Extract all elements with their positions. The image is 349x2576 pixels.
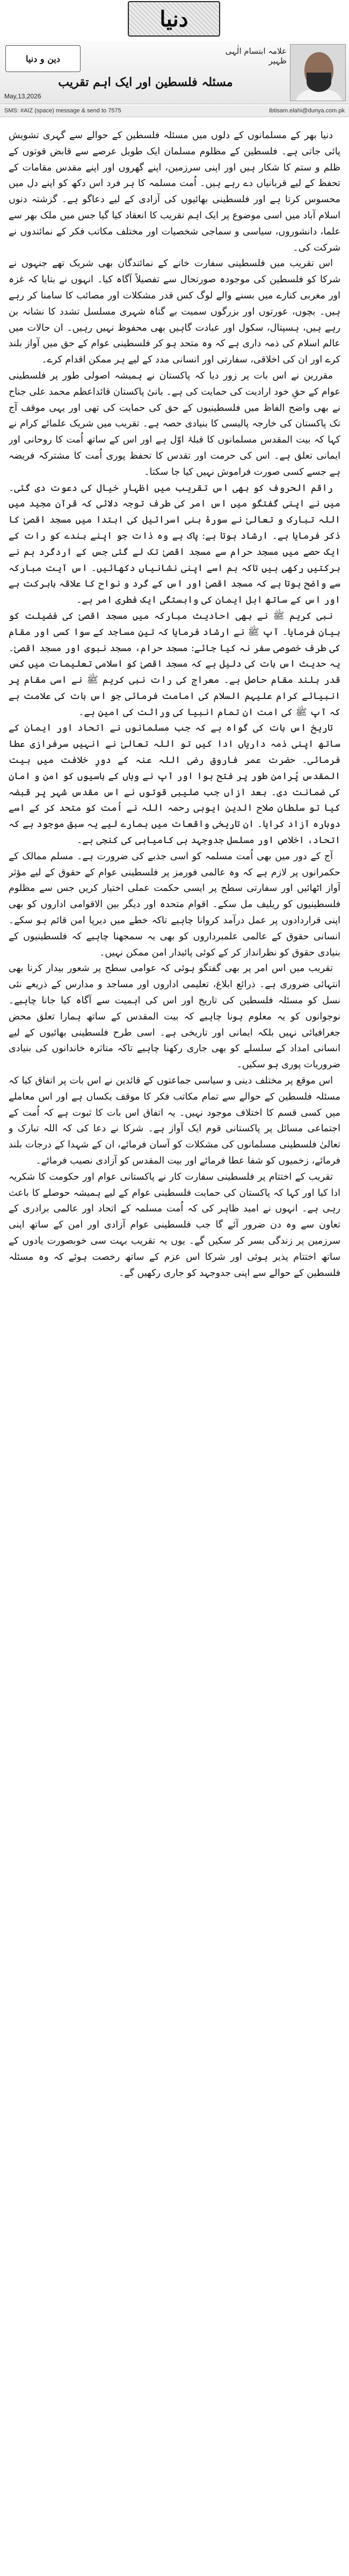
article-paragraph: راقم الحروف کو بھی اس تقریب میں اظہارِ خیال کی دعوت دی گئی۔ میں نے اپنی گفتگو میں اس امر کی طرف توجہ دلائی کہ قرآن مجید میں اللہ تبارک و تعالیٰ نے سورۂ بنی اسرائیل کی ابتدا میں مسجد اقصیٰ کا ذکر فرمایا ہے۔ ارشاد ہوتا ہے: پاک ہے وہ ذات جو اپنے بندے کو رات کے ایک حصے میں مسجد حرام سے مسجد اقصیٰ تک لے گئی جس کے اردگرد ہم نے برکتیں رکھی ہیں تاکہ ہم اسے اپنی نشانیاں دکھائیں۔ اس آیت مبارکہ سے واضح ہوتا ہے کہ مسجد اقصیٰ اور اس کے گرد و نواح کا علاقہ بابرکت ہے اور اس کے ساتھ اہل ایمان کی وابستگی ایک فطری امر ہے۔ (9, 482, 340, 606)
publish-date: May,13,2026 (4, 92, 41, 100)
logo-text: دنیا (159, 6, 188, 32)
article-paragraph: اس موقع پر مختلف دینی و سیاسی جماعتوں کے قائدین نے اس بات پر اتفاق کیا کہ مسئلہ فلسطین کے حوالے سے تمام مکاتب فکر کا موقف یکساں ہے اور اس معاملے میں کسی قسم کا اختلاف موجود نہیں۔ یہ اتفاق اس بات کا ثبوت ہے کہ اُمت کے اجتماعی مسائل پر پاکستانی قوم ایک آواز ہے۔ شرکا نے دعا کی کہ اللہ تبارک و تعالیٰ فلسطینی مسلمانوں کی مشکلات کو آسان فرمائے، ان کے شہدا کے درجات بلند فرمائے، زخمیوں کو شفا عطا فرمائے اور بیت المقدس کو آزادی نصیب فرمائے۔ (9, 1075, 340, 1166)
article-paragraph: دنیا بھر کے مسلمانوں کے دلوں میں مسئلہ فلسطین کے حوالے سے گہری تشویش پائی جاتی ہے۔ فلسطین کے مظلوم مسلمان ایک طویل عرصے سے قابض قوتوں کے ظلم و ستم کا شکار ہیں اور اپنی سرزمین، اپنے گھروں اور اپنے مقدس مقامات کے تحفظ کے لیے قربانیاں دے رہے ہیں۔ اُمت مسلمہ کا ہر فرد اس دکھ کو اپنے دل میں محسوس کرتا ہے اور فلسطینی بھائیوں کی آزادی کے لیے دعاگو ہے۔ گزشتہ دنوں اسلام آباد میں اسی موضوع پر ایک اہم تقریب کا انعقاد کیا گیا جس میں ملک بھر سے علما، دانشوروں، سیاسی و سماجی شخصیات اور مختلف مکاتب فکر کے نمائندوں نے شرکت کی۔ (9, 130, 340, 253)
sms-bar (0, 105, 349, 117)
article-paragraph: اس تقریب میں فلسطینی سفارت خانے کے نمائندگان بھی شریک تھے جنہوں نے شرکا کو فلسطین کی موجودہ صورتحال سے تفصیلاً آگاہ کیا۔ انہوں نے بتایا کہ غزہ اور مغربی کنارے میں بسنے والے لوگ کس قدر مشکلات اور مصائب کا سامنا کر رہے ہیں۔ بچوں، عورتوں اور بزرگوں سمیت بے گناہ شہری مسلسل تشدد کا نشانہ بن رہے ہیں، ہسپتال، سکول اور عبادت گاہیں بھی محفوظ نہیں رہیں۔ ان حالات میں عالم اسلام کی ذمہ داری ہے کہ وہ متحد ہو کر فلسطینی عوام کے حق میں آواز بلند کرے اور ان کی اخلاقی، سفارتی اور انسانی مدد کے لیے ہر ممکن اقدام کرے۔ (9, 258, 340, 366)
masthead (0, 0, 349, 39)
column-name: دین و دنیا (5, 45, 81, 72)
article-paragraph: تاریخ اس بات کی گواہ ہے کہ جب مسلمانوں نے اتحاد اور ایمان کے ساتھ اپنی ذمہ داریاں ادا کیں تو اللہ تعالیٰ نے انہیں سرفرازی عطا فرمائی۔ حضرت عمر فاروق رضی اللہ عنہ کے دورِ خلافت میں بیت المقدس پُرامن طور پر فتح ہوا اور آپ نے وہاں کے باسیوں کو امن و امان کی ضمانت دی۔ بعد ازاں جب صلیبی قوتوں نے اس مقدس شہر پر قبضہ کیا تو سلطان صلاح الدین ایوبی رحمہ اللہ نے اُمت کو متحد کر کے اسے دوبارہ آزاد کرایا۔ ان تاریخی واقعات میں ہمارے لیے یہ سبق موجود ہے کہ اتحاد، اخلاص اور مسلسل جدوجہد ہی کامیابی کی کنجی ہے۔ (9, 723, 340, 846)
article-paragraph: مقررین نے اس بات پر زور دیا کہ پاکستان نے ہمیشہ اصولی طور پر فلسطینی عوام کے حقِ خود ارادیت کی حمایت کی ہے۔ بانیٔ پاکستان قائداعظم محمد علی جناح نے بھی واضح الفاظ میں فلسطینیوں کے حق کی حمایت کی تھی اور یہی موقف آج تک پاکستان کی خارجہ پالیسی کا بنیادی حصہ ہے۔ تقریب میں شریک علمائے کرام نے کہا کہ بیت المقدس مسلمانوں کا قبلۂ اوّل ہے اور اس کے ساتھ اُمت کا روحانی اور ایمانی تعلق ہے۔ اس کی حرمت اور تقدس کا تحفظ پوری اُمت کا مشترکہ فریضہ ہے جسے کسی صورت فراموش نہیں کیا جا سکتا۔ (9, 370, 340, 477)
article-paragraph: تقریب کے اختتام پر فلسطینی سفارت کار نے پاکستانی عوام اور حکومت کا شکریہ ادا کیا اور کہا کہ پاکستان کی حمایت فلسطینی عوام کے لیے ہمیشہ حوصلے کا باعث رہی ہے۔ انہوں نے امید ظاہر کی کہ اُمت مسلمہ کے اتحاد اور عالمی برادری کے تعاون سے وہ دن ضرور آئے گا جب فلسطینی عوام آزادی اور امن کے ساتھ اپنی سرزمین پر زندگی بسر کر سکیں گے۔ یوں یہ تقریب بہت سی خوبصورت یادوں کے ساتھ اختتام پذیر ہوئی اور شرکا اس عزم کے ساتھ رخصت ہوئے کہ وہ مسئلہ فلسطین کے حوالے سے اپنی جدوجہد کو جاری رکھیں گے۔ (9, 1171, 340, 1279)
photo-beard-shape (307, 73, 331, 92)
article-paragraph: آج کے دور میں بھی اُمت مسلمہ کو اسی جذبے کی ضرورت ہے۔ مسلم ممالک کے حکمرانوں پر لازم ہے کہ وہ عالمی فورمز پر فلسطینی عوام کے حقوق کے لیے مؤثر آواز اٹھائیں اور سفارتی سطح پر ایسی حکمت عملی اختیار کریں جس سے مظلوم فلسطینیوں کو ریلیف مل سکے۔ اقوام متحدہ اور دیگر بین الاقوامی اداروں کو بھی اپنی قراردادوں پر عمل درآمد کروانا چاہیے تاکہ خطے میں دیرپا امن قائم ہو سکے۔ انسانی حقوق کے عالمی علمبرداروں کو بھی یہ سمجھنا چاہیے کہ فلسطینیوں کے بنیادی حقوق کو نظرانداز کر کے کوئی پائیدار امن ممکن نہیں۔ (9, 851, 340, 958)
contact-email[interactable]: ibtisam.elahi@dunya.com.pk (269, 108, 345, 114)
article-paragraph: تقریب میں اس امر پر بھی گفتگو ہوئی کہ عوامی سطح پر شعور بیدار کرنا بھی انتہائی ضروری ہے۔ ذرائع ابلاغ، تعلیمی اداروں اور مساجد و مدارس کے ذریعے نئی نسل کو مسئلہ فلسطین کی تاریخ اور اس کی اہمیت سے آگاہ کیا جانا چاہیے۔ نوجوانوں کو یہ معلوم ہونا چاہیے کہ بیت المقدس کے ساتھ ہمارا تعلق محض جغرافیائی نہیں بلکہ ایمانی اور تاریخی ہے۔ اسی طرح فلسطینی بھائیوں کے لیے انسانی امداد کے سلسلے کو بھی جاری رکھنا چاہیے تاکہ متاثرہ خاندانوں کی بنیادی ضروریات پوری ہو سکیں۔ (9, 963, 340, 1071)
column-header (0, 41, 349, 104)
article-paragraph: نبی کریم ﷺ نے بھی احادیث مبارکہ میں مسجد اقصیٰ کی فضیلت کو بیان فرمایا۔ آپ ﷺ نے ارشاد فرمایا کہ تین مساجد کے سوا کسی اور مقام کی طرف خصوصی سفر نہ کیا جائے: مسجد حرام، مسجد نبوی اور مسجد اقصیٰ۔ یہ حدیث اس بات کی دلیل ہے کہ مسجد اقصیٰ کو اسلامی تعلیمات میں کس قدر بلند مقام حاصل ہے۔ معراج کی رات نبی کریم ﷺ نے اسی مقام پر انبیائے کرام علیہم السلام کی امامت فرمائی جو اس بات کی علامت ہے کہ آپ ﷺ کی امت ان تمام انبیا کی وراثت کی امین ہے۔ (9, 610, 340, 718)
article-headline: مسئلہ فلسطین اور ایک اہم تقریب (58, 75, 233, 89)
article-body (9, 128, 340, 2558)
columnist-photo (290, 44, 346, 101)
sms-instructions: SMS: #AIZ (space) message & send to 7575 (4, 108, 121, 114)
columnist-name: علامہ ابتسام الٰہی ظہیر (225, 46, 287, 66)
newspaper-logo[interactable] (128, 1, 220, 37)
